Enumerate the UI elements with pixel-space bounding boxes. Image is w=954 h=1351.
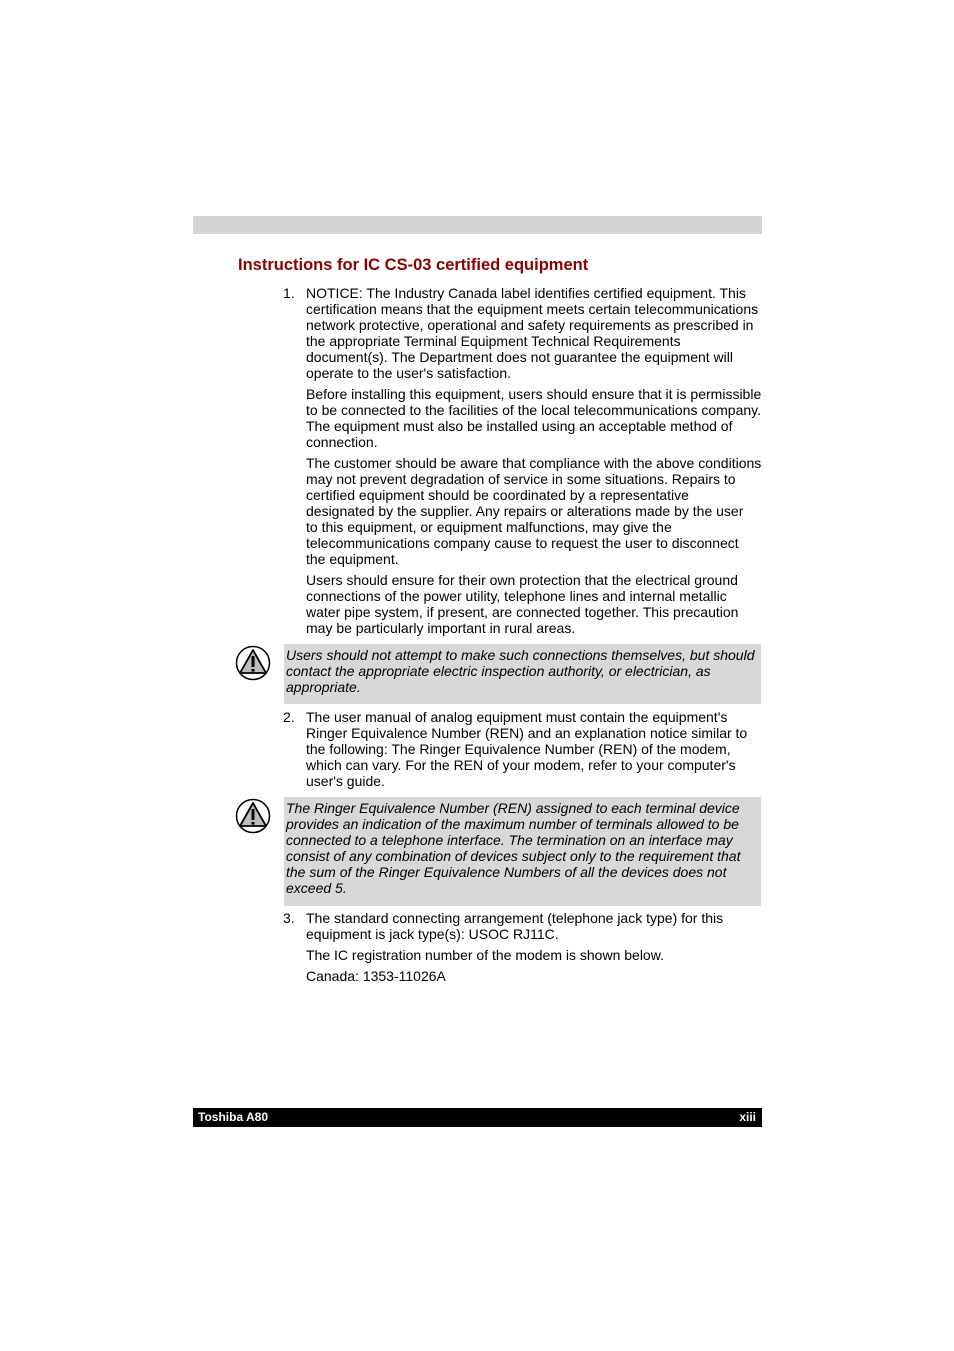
list-item-paragraph: Before installing this equipment, users should ensure that it is permissible to be connected to the facilities of the local telecommunications company. The equipment must also be installed using an acceptable method of connection. bbox=[306, 386, 762, 450]
list-item-paragraph: The standard connecting arrangement (telephone jack type) for this equipment is jack type(s): USOC RJ11C. bbox=[306, 910, 724, 942]
registration-number: Canada: 1353-11026A bbox=[306, 968, 446, 984]
list-item-paragraph: The user manual of analog equipment must contain the equipment's Ringer Equivalence Number (REN) and an explanation notice similar to the following: The Ringer Equivalence Number (REN) of the modem, which can vary. For the REN of your modem, refer to your computer's user's guide. bbox=[306, 709, 748, 789]
footer-bar bbox=[193, 1108, 762, 1127]
section-title: Instructions for IC CS-03 certified equipment bbox=[238, 256, 589, 274]
list-item-paragraph: The IC registration number of the modem is shown below. bbox=[306, 947, 664, 963]
list-item-paragraph: The customer should be aware that compliance with the above conditions may not prevent degradation of service in some situations. Repairs to certified equipment should be coordinated by a representative designated by the supplier. Any repairs or alterations made by the user to this equipment, or equipment malfunctions, may give the telecommunications company cause to request the user to disconnect the equipment. bbox=[306, 455, 762, 567]
footer-page-number: xiii bbox=[739, 1110, 756, 1124]
list-item-paragraph: Users should ensure for their own protection that the electrical ground connections of the power utility, telephone lines and internal metallic water pipe system, if present, are connected together. This precaution may be particularly important in rural areas. bbox=[306, 572, 739, 636]
list-item-number: 1. bbox=[283, 285, 295, 301]
header-rule-bar bbox=[193, 216, 762, 234]
warning-note: The Ringer Equivalence Number (REN) assigned to each terminal device provides an indication of the maximum number of terminals allowed to be connected to a telephone interface. The termination on an interface may consist of any combination of devices subject only to the requirement that the sum of the Ringer Equivalence Numbers of all the devices does not exceed 5. bbox=[284, 797, 761, 906]
list-item-paragraph: NOTICE: The Industry Canada label identifies certified equipment. This certification means that the equipment meets certain telecommunications network protective, operational and safety requirements as prescribed in the appropriate Terminal Equipment Technical Requirements document(s). The Department does not guarantee the equipment will operate to the user's satisfaction. bbox=[306, 285, 759, 381]
warning-icon bbox=[235, 645, 271, 681]
list-item-number: 3. bbox=[283, 910, 295, 926]
warning-icon bbox=[235, 798, 271, 834]
footer-product-name: Toshiba A80 bbox=[198, 1110, 269, 1124]
warning-note: Users should not attempt to make such connections themselves, but should contact the appropriate electric inspection authority, or electrician, as appropriate. bbox=[284, 644, 761, 704]
list-item-number: 2. bbox=[283, 709, 295, 725]
